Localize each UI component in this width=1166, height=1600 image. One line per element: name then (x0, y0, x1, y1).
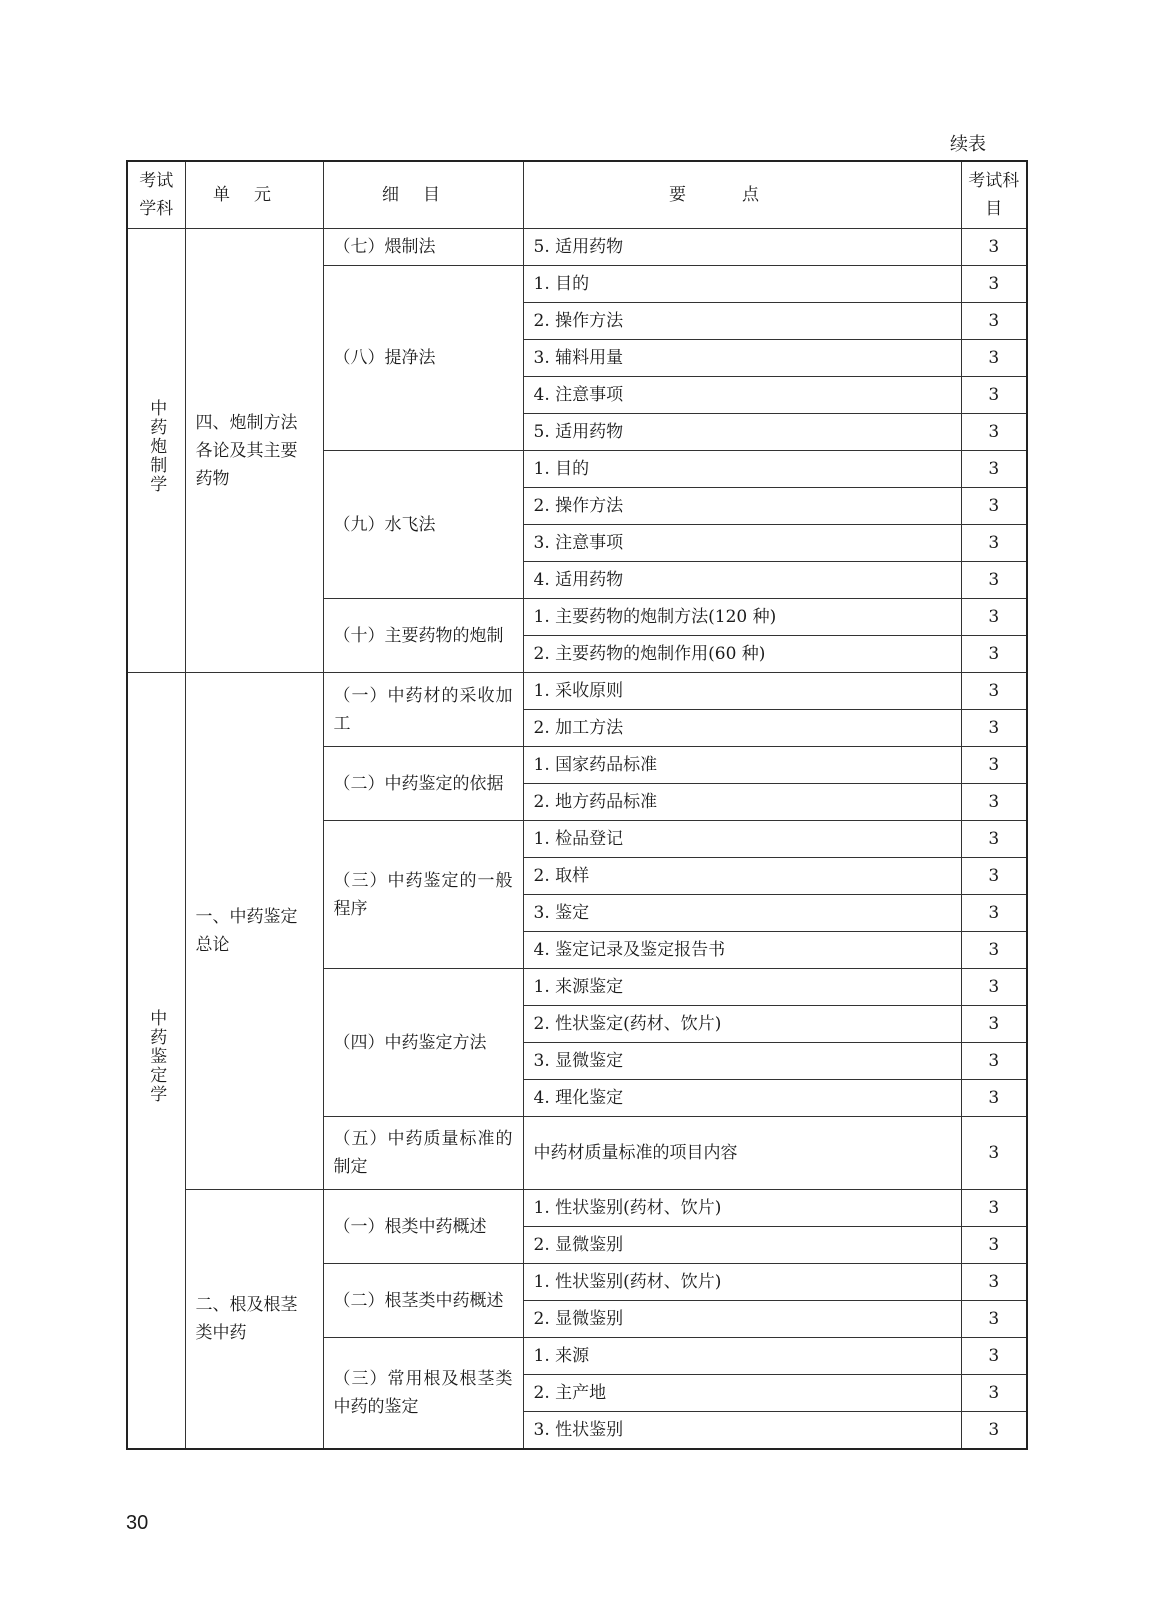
header-detail: 细目 (323, 161, 523, 229)
point-cell: 1. 采收原则 (523, 673, 961, 710)
score-cell: 3 (961, 858, 1027, 895)
point-cell: 2. 显微鉴别 (523, 1301, 961, 1338)
unit-cell: 一、中药鉴定总论 (185, 673, 323, 1190)
score-cell: 3 (961, 895, 1027, 932)
point-cell: 2. 取样 (523, 858, 961, 895)
detail-cell: （二）中药鉴定的依据 (323, 747, 523, 821)
subject-name: 中药炮制学 (146, 398, 167, 494)
score-cell: 3 (961, 562, 1027, 599)
table-row (127, 229, 1027, 266)
score-cell: 3 (961, 1006, 1027, 1043)
syllabus-table (126, 160, 1028, 1450)
score-cell: 3 (961, 1190, 1027, 1227)
point-cell: 中药材质量标准的项目内容 (523, 1117, 961, 1190)
point-cell: 2. 显微鉴别 (523, 1227, 961, 1264)
score-cell: 3 (961, 599, 1027, 636)
point-cell: 3. 鉴定 (523, 895, 961, 932)
detail-cell: （一）中药材的采收加工 (323, 673, 523, 747)
point-cell: 1. 主要药物的炮制方法(120 种) (523, 599, 961, 636)
detail-cell: （二）根茎类中药概述 (323, 1264, 523, 1338)
score-cell: 3 (961, 1264, 1027, 1301)
point-cell: 3. 显微鉴定 (523, 1043, 961, 1080)
table-body (127, 229, 1027, 1450)
score-cell: 3 (961, 229, 1027, 266)
table-row (127, 1190, 1027, 1227)
detail-cell: （十）主要药物的炮制 (323, 599, 523, 673)
point-cell: 2. 操作方法 (523, 488, 961, 525)
score-cell: 3 (961, 1043, 1027, 1080)
score-cell: 3 (961, 525, 1027, 562)
point-cell: 4. 注意事项 (523, 377, 961, 414)
header-row (127, 161, 1027, 229)
point-cell: 3. 性状鉴别 (523, 1412, 961, 1450)
detail-cell: （八）提净法 (323, 266, 523, 451)
point-cell: 2. 地方药品标准 (523, 784, 961, 821)
header-score: 考试科目 (961, 161, 1027, 229)
unit-cell: 二、根及根茎类中药 (185, 1190, 323, 1450)
detail-cell: （一）根类中药概述 (323, 1190, 523, 1264)
point-cell: 1. 目的 (523, 266, 961, 303)
score-cell: 3 (961, 414, 1027, 451)
score-cell: 3 (961, 451, 1027, 488)
point-cell: 2. 主产地 (523, 1375, 961, 1412)
score-cell: 3 (961, 821, 1027, 858)
unit-cell: 四、炮制方法各论及其主要药物 (185, 229, 323, 673)
point-cell: 2. 操作方法 (523, 303, 961, 340)
point-cell: 2. 主要药物的炮制作用(60 种) (523, 636, 961, 673)
point-cell: 4. 理化鉴定 (523, 1080, 961, 1117)
detail-cell: （七）煨制法 (323, 229, 523, 266)
detail-cell: （四）中药鉴定方法 (323, 969, 523, 1117)
detail-cell: （五）中药质量标准的制定 (323, 1117, 523, 1190)
subject-cell (127, 229, 185, 673)
point-cell: 2. 性状鉴定(药材、饮片) (523, 1006, 961, 1043)
score-cell: 3 (961, 969, 1027, 1006)
point-cell: 1. 性状鉴别(药材、饮片) (523, 1264, 961, 1301)
point-cell: 4. 适用药物 (523, 562, 961, 599)
score-cell: 3 (961, 377, 1027, 414)
detail-cell: （九）水飞法 (323, 451, 523, 599)
point-cell: 5. 适用药物 (523, 414, 961, 451)
point-cell: 4. 鉴定记录及鉴定报告书 (523, 932, 961, 969)
point-cell: 5. 适用药物 (523, 229, 961, 266)
score-cell: 3 (961, 266, 1027, 303)
page-number: 30 (126, 1512, 149, 1534)
score-cell: 3 (961, 747, 1027, 784)
header-subject: 考试学科 (127, 161, 185, 229)
score-cell: 3 (961, 1227, 1027, 1264)
point-cell: 1. 国家药品标准 (523, 747, 961, 784)
score-cell: 3 (961, 710, 1027, 747)
point-cell: 1. 来源鉴定 (523, 969, 961, 1006)
detail-cell: （三）中药鉴定的一般程序 (323, 821, 523, 969)
header-unit: 单元 (185, 161, 323, 229)
header-point: 要点 (523, 161, 961, 229)
score-cell: 3 (961, 303, 1027, 340)
score-cell: 3 (961, 1117, 1027, 1190)
table-row (127, 673, 1027, 710)
score-cell: 3 (961, 1338, 1027, 1375)
point-cell: 1. 性状鉴别(药材、饮片) (523, 1190, 961, 1227)
detail-cell: （三）常用根及根茎类中药的鉴定 (323, 1338, 523, 1450)
point-cell: 1. 目的 (523, 451, 961, 488)
score-cell: 3 (961, 673, 1027, 710)
continued-label: 续表 (950, 134, 986, 155)
point-cell: 3. 注意事项 (523, 525, 961, 562)
score-cell: 3 (961, 636, 1027, 673)
point-cell: 1. 检品登记 (523, 821, 961, 858)
score-cell: 3 (961, 1080, 1027, 1117)
score-cell: 3 (961, 1301, 1027, 1338)
score-cell: 3 (961, 1375, 1027, 1412)
point-cell: 2. 加工方法 (523, 710, 961, 747)
subject-name: 中药鉴定学 (146, 1008, 167, 1104)
point-cell: 3. 辅料用量 (523, 340, 961, 377)
point-cell: 1. 来源 (523, 1338, 961, 1375)
score-cell: 3 (961, 488, 1027, 525)
score-cell: 3 (961, 1412, 1027, 1450)
score-cell: 3 (961, 932, 1027, 969)
subject-cell (127, 673, 185, 1450)
score-cell: 3 (961, 784, 1027, 821)
score-cell: 3 (961, 340, 1027, 377)
